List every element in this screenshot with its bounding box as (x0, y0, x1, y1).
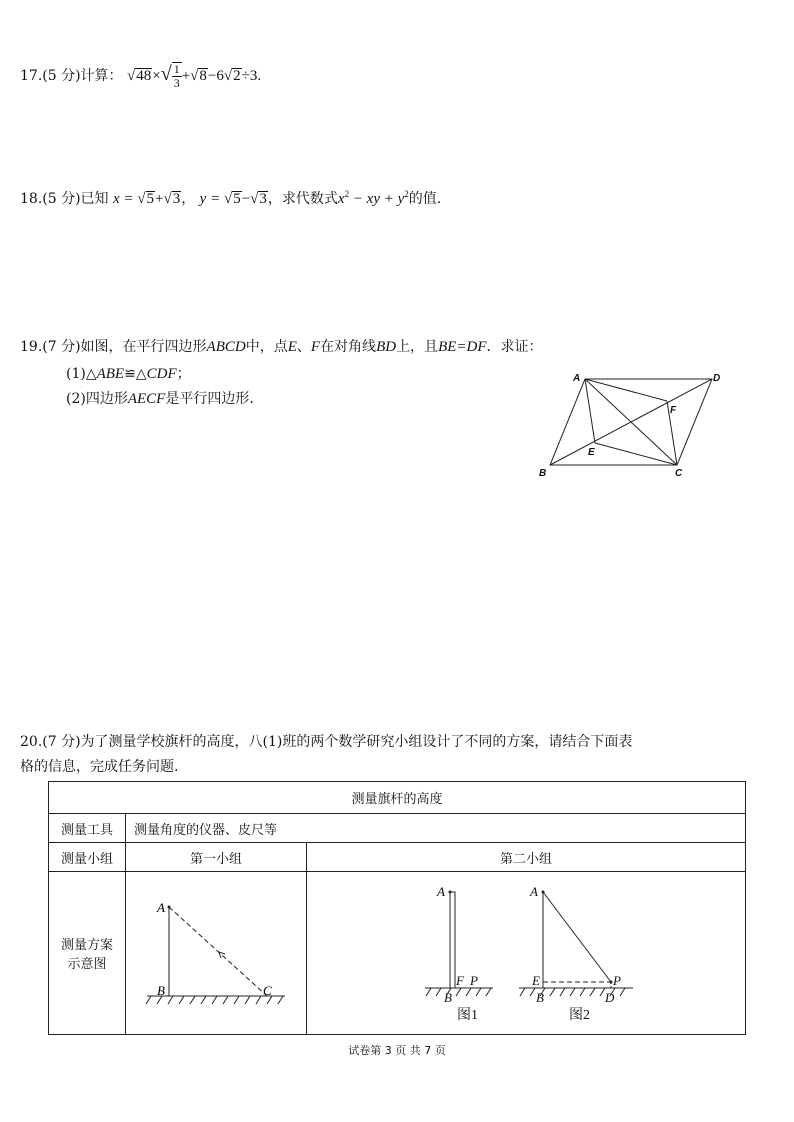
q17-prompt: 计算： (80, 67, 123, 84)
group-1-header: 第一小组 (126, 843, 307, 872)
g1-label-c: C (263, 983, 272, 998)
group-1-diagram-cell (126, 872, 307, 1035)
fig2-label-d: D (605, 990, 615, 1005)
g1-label-b: B (157, 983, 165, 998)
q18-expression: $x^2$ − xy + $y^2$ (337, 189, 409, 207)
page-footer: 试卷第 3 页 共 7 页 (348, 1044, 446, 1057)
group-2-diagram-cell (307, 872, 746, 1035)
fig1-label-a: A (437, 884, 445, 899)
q20-number: 20. (20, 734, 43, 750)
q20-line-2: 格的信息，完成任务问题. (20, 759, 179, 775)
fig1-label-f: F (456, 973, 464, 988)
label-e: E (588, 447, 595, 458)
question-17 (20, 62, 261, 90)
sight-line-ac (169, 907, 267, 996)
scheme-label: 测量方案 示意图 (49, 872, 126, 1035)
q19-number: 19. (20, 339, 43, 355)
fig2-rope-ap (543, 892, 611, 982)
group-2-diagram (307, 872, 745, 1030)
q18-x-definition: x = √5+√3 (113, 191, 181, 207)
fig2-label-p: P (613, 973, 621, 988)
diagonal-ac (585, 379, 677, 465)
q19-part-2: (2)四边形AECF是平行四边形. (66, 391, 254, 407)
tool-label: 测量工具 (49, 814, 126, 843)
label-b: B (539, 468, 547, 479)
fig1-label-p: P (470, 973, 478, 988)
fig2-label-b: B (536, 990, 544, 1005)
tool-value: 测量角度的仪器、皮尺等 (126, 814, 746, 843)
question-18: 18.(5 分)已知 x = √5+√3， y = √5−√3，求代数式$x^2$ − xy + $y^2$的值. (20, 189, 442, 207)
parallelogram-figure (530, 362, 730, 482)
label-c: C (675, 468, 683, 479)
g1-label-a: A (157, 900, 165, 915)
table-title: 测量旗杆的高度 (49, 782, 746, 814)
q20-score: (7 分) (42, 734, 81, 750)
label-a: A (573, 373, 581, 384)
q17-expression: √48×√ $\frac{1}{3}$ +√8−6√2÷3. (127, 62, 262, 90)
label-f: F (670, 405, 677, 416)
q19-part-1: (1)△ABE≌△CDF； (66, 366, 191, 382)
q17-number: 17. (20, 67, 43, 84)
fig2-label-e: E (532, 973, 540, 988)
q18-y-definition: y = √5−√3 (199, 191, 267, 207)
q19-score: (7 分) (42, 339, 81, 355)
question-19: 19.(7 分)如图，在平行四边形ABCD中，点E、F在对角线BD上，且BE=DF．求证： (20, 339, 543, 355)
group-label: 测量小组 (49, 843, 126, 872)
label-d: D (713, 373, 721, 384)
q18-prompt: 已知 (80, 191, 109, 207)
group-1-diagram (127, 872, 305, 1030)
flagpole-plan-table (48, 781, 746, 1035)
fig1-caption: 图1 (457, 1008, 478, 1023)
question-20: 20.(7 分)为了测量学校旗杆的高度，八(1)班的两个数学研究小组设计了不同的方案，请结合下面表 (20, 734, 633, 750)
segment-ae (585, 379, 595, 443)
fig2-caption: 图2 (569, 1008, 590, 1023)
fig1-flagpole (450, 892, 455, 988)
q18-score: (5 分) (42, 191, 81, 207)
q18-number: 18. (20, 191, 43, 207)
fig1-label-b: B (444, 990, 452, 1005)
fig1-ground-hatch (426, 988, 491, 996)
fig2-label-a: A (530, 884, 538, 899)
q17-score: (5 分) (42, 67, 81, 84)
group-2-header: 第二小组 (307, 843, 746, 872)
